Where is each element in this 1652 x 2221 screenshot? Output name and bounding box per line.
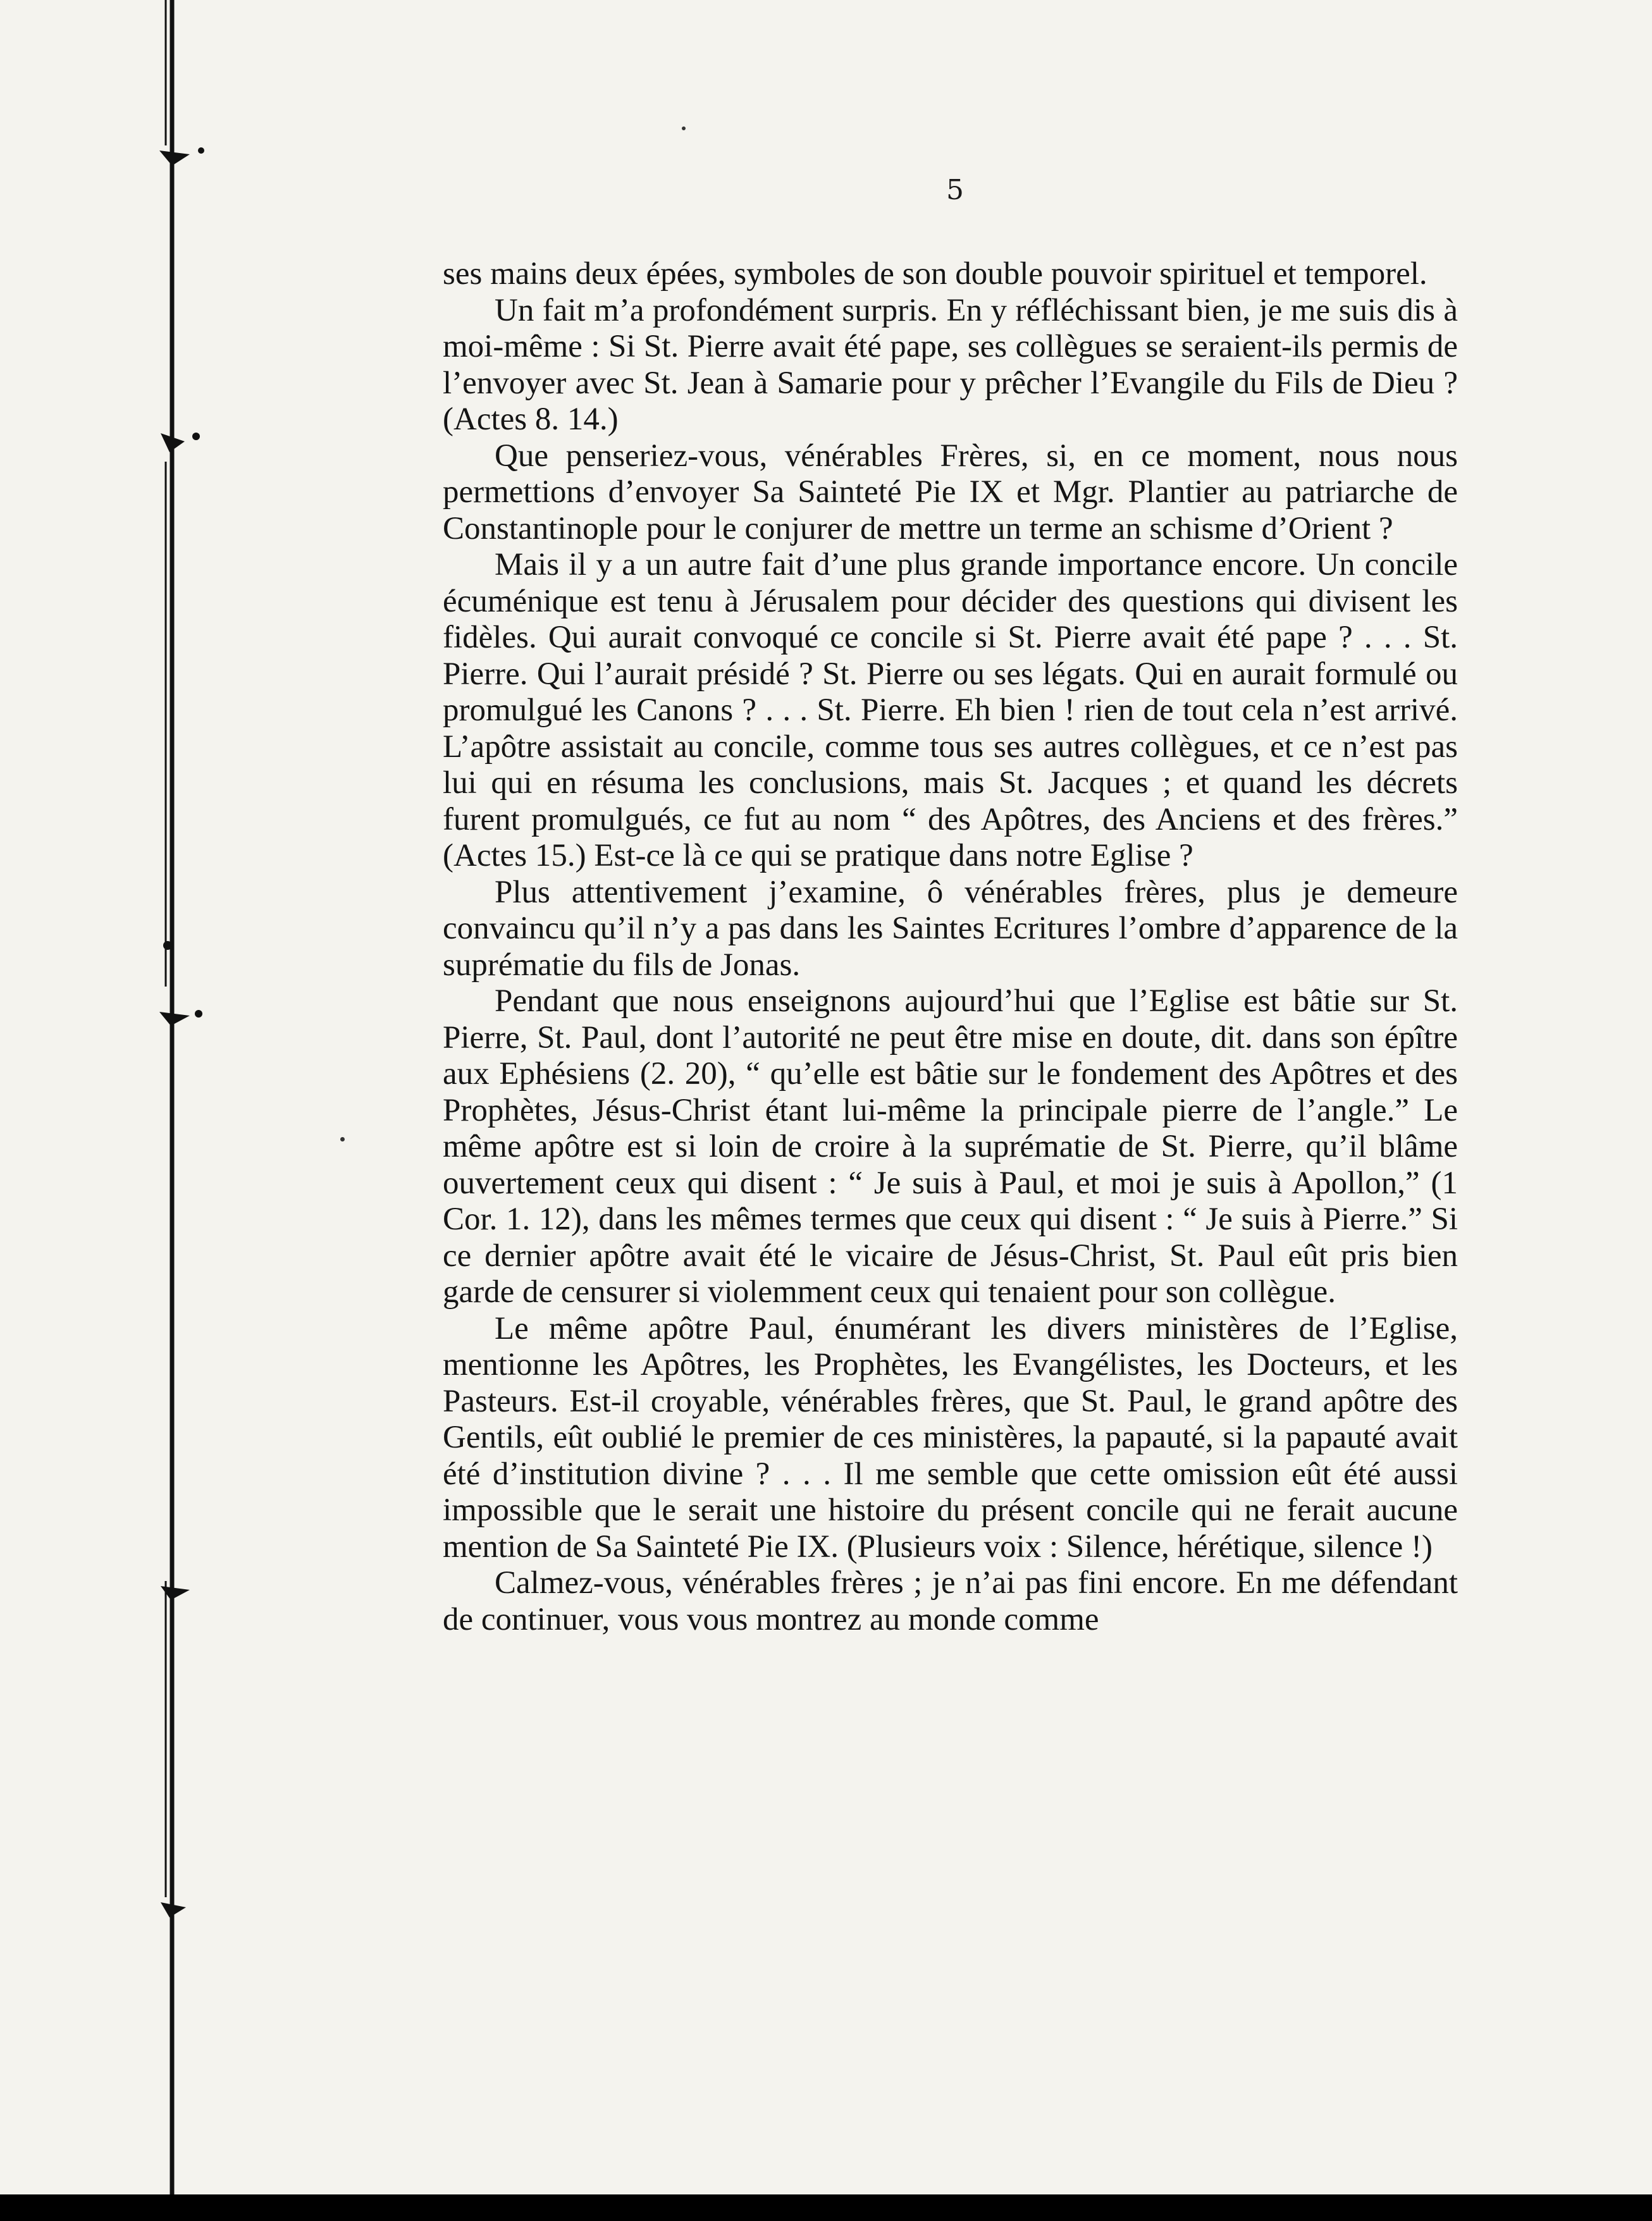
ink-speck — [340, 1137, 345, 1141]
paragraph: Plus attentivement j’examine, ô vénérables frères, plus je demeure convaincu qu’il n’y a pas dans les Saintes Ecritures l’ombre d’apparence de la suprématie du fils de Jonas. — [443, 874, 1458, 983]
paragraph: Mais il y a un autre fait d’une plus grande importance encore. Un concile écuménique est tenu à Jérusalem pour décider des questions qui divisent les fidèles. Qui aurait convoqué ce concile si St. Pierre avait été pape ? . . . St. Pierre. Qui l’aurait présidé ? St. Pierre ou ses légats. Qui en aurait formulé ou promulgué les Canons ? . . . St. Pierre. Eh bien ! rien de tout cela n’est arrivé. L’apôtre assistait au concile, comme tous ses autres collègues, et ce n’est pas lui qui en résuma les conclusions, mais St. Jacques ; et quand les décrets furent promulgués, ce fut au nom “ des Apôtres, des Anciens et des frères.” (Actes 15.) Est-ce là ce qui se pratique dans notre Eglise ? — [443, 547, 1458, 873]
page-number: 5 — [946, 174, 964, 206]
paragraph: Pendant que nous enseignons aujourd’hui que l’Eglise est bâtie sur St. Pierre, St. Paul, dont l’autorité ne peut être mise en doute, dit. dans son épître aux Ephésiens (2. 20), “ qu’elle est bâtie sur le fondement des Apôtres et des Prophètes, Jésus-Christ étant lui-même la principale pierre de l’angle.” Le même apôtre est si loin de croire à la suprématie de St. Pierre, qu’il blâme ouvertement ceux qui disent : “ Je suis à Paul, et moi je suis à Apollon,” (1 Cor. 1. 12), dans les mêmes termes que ceux qui disent : “ Je suis à Pierre.” Si ce dernier apôtre avait été le vicaire de Jésus-Christ, St. Paul eût pris bien garde de censurer si violemment ceux qui tenaient pour son collègue. — [443, 983, 1458, 1310]
ink-speck — [682, 126, 686, 130]
paragraph: ses mains deux épées, symboles de son double pouvoir spirituel et temporel. — [443, 256, 1427, 292]
scan-border — [0, 2194, 1652, 2221]
paragraph: Un fait m’a profondément surpris. En y réfléchissant bien, je me suis dis à moi-même : Si St. Pierre avait été pape, ses collègues se seraient-ils permis de l’envoyer avec St. Jean à Samarie pour y prêcher l’Evangile du Fils de Dieu ? (Actes 8. 14.) — [443, 292, 1458, 437]
paragraph: Que penseriez-vous, vénérables Frères, si, en ce moment, nous nous permettions d’envoyer Sa Sainteté Pie IX et Mgr. Plantier au patriarche de Constantinople pour le conjurer de mettre un terme an schisme d’Orient ? — [443, 438, 1458, 546]
body-text — [443, 256, 1458, 1638]
binding-stitches — [0, 0, 215, 2194]
paragraph: Le même apôtre Paul, énumérant les divers ministères de l’Eglise, mentionne les Apôtres, les Prophètes, les Evangélistes, les Docteurs, et les Pasteurs. Est-il croyable, vénérables frères, que St. Paul, le grand apôtre des Gentils, eût oublié le premier de ces ministères, la papauté, si la papauté avait été d’institution divine ? . . . Il me semble que cette omission eût été aussi impossible que le serait une histoire du présent concile qui ne ferait aucune mention de Sa Sainteté Pie IX. (Plusieurs voix : Silence, hérétique, silence !) — [443, 1310, 1458, 1565]
paragraph: Calmez-vous, vénérables frères ; je n’ai pas fini encore. En me défendant de continuer, vous vous montrez au monde comme — [443, 1565, 1458, 1637]
